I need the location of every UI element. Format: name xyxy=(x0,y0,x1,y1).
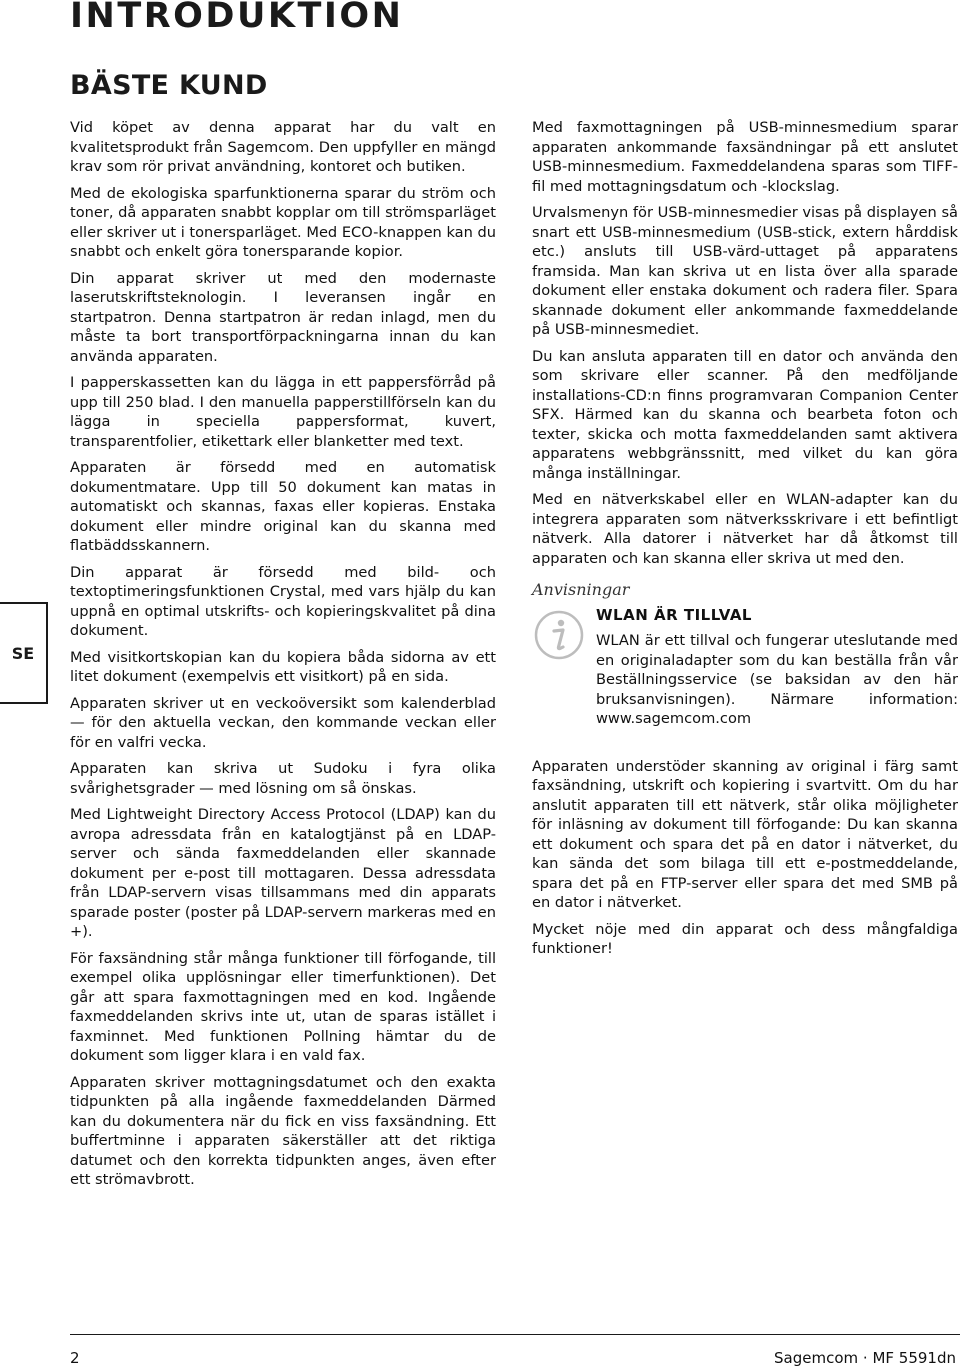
paragraph: Mycket nöje med din apparat och dess mångfaldiga funktioner! xyxy=(532,920,958,957)
paragraph: Med faxmottagningen på USB-minnesmedium sparar apparaten ankommande faxsändningar på ett anslutet USB-minnesmedium. Faxmeddelandena sparas som TIFF-fil med mottagningsdatum och -klockslag. xyxy=(532,119,958,195)
paragraph: I papperskassetten kan du lägga in ett pappersförråd på upp till 250 blad. I den manuella papperstillförseln kan du lägga in speciella pappersformat, kuvert, transparentfolier, etikettark eller blanketter med text. xyxy=(70,374,496,450)
page-number: 2 xyxy=(70,1349,80,1367)
right-text-column xyxy=(532,118,958,966)
paragraph: Med visitkortskopian kan du kopiera båda sidorna av ett litet dokument (exempelvis ett visitkort) på en sida. xyxy=(70,648,496,685)
paragraph: Apparaten kan skriva ut Sudoku i fyra olika svårighetsgrader — med lösning om så önskas. xyxy=(70,760,496,797)
paragraph: Vid köpet av denna apparat har du valt en kvalitetsprodukt från Sagemcom. Den uppfyller en mängd krav som rör privat användning, kontoret och butiken. xyxy=(70,119,496,175)
info-icon xyxy=(534,610,584,660)
note-title: WLAN ÄR TILLVAL xyxy=(596,605,752,624)
paragraph: Apparaten är försedd med en automatisk dokumentmatare. Upp till 50 dokument kan matas in automatiskt och skannas, faxas eller kopieras. Enstaka dokument eller mindre original kan du skanna med flatbäddsskannern. xyxy=(70,459,496,554)
paragraph: Med en nätverkskabel eller en WLAN-adapter kan du integrera apparaten som nätverksskrivare i ett befintligt nätverk. Alla datorer i nätverket har då åtkomst till apparaten och kan skanna eller skriva ut med den. xyxy=(532,491,958,567)
paragraph: Urvalsmenyn för USB-minnesmedier visas på displayen så snart ett USB-minnesmedium (USB-stick, extern hårddisk etc.) ansluts till USB-värd-uttaget på apparatens framsida. Man kan skriva ut en lista över alla sparade dokument eller enstaka dokument och radera filer. Spara skannade dokument eller ankommande faxmeddelande på USB-minnesmediet. xyxy=(532,204,958,338)
paragraph: Apparaten skriver mottagningsdatumet och den exakta tidpunkten på alla ingående faxmeddelanden Därmed kan du dokumentera när du fick en viss faxsändning. Ett buffertminne i apparaten säkerställer att det riktiga datumet och den korrekta tidpunkten anges, även efter ett strömavbrott. xyxy=(70,1073,496,1188)
note-box xyxy=(532,606,958,729)
section-title: BÄSTE KUND xyxy=(70,70,268,101)
note-text: WLAN är ett tillval och fungerar uteslutande med en originaladapter som du kan beställa från vår Beställningsservice (se baksidan av den här bruksanvisningen). Närmare information: www.sagemcom.com xyxy=(596,632,958,727)
page-header-title: INTRODUKTION xyxy=(70,0,404,36)
footer-divider xyxy=(70,1334,960,1335)
footer-brand: Sagemcom · MF 5591dn xyxy=(774,1349,956,1367)
paragraph: Din apparat är försedd med bild- och textoptimeringsfunktionen Crystal, med vars hjälp du kan uppnå en optimal utskrifts- och kopieringskvalitet på dina dokument. xyxy=(70,563,496,639)
paragraph: Din apparat skriver ut med den modernaste laserutskriftsteknologin. I leveransen ingår en startpatron. Denna startpatron är redan inlagd, men du måste ta bort transportförpackningarna innan du kan använda apparaten. xyxy=(70,269,496,365)
paragraph: Med Lightweight Directory Access Protocol (LDAP) kan du avropa adressdata från en katalogtjänst på en LDAP-server och sända faxmeddelanden eller skannade dokument per e-post till mottagaren. Dessa adressdata från LDAP-servern visas tillsammans med din apparats sparade poster (poster på LDAP-servern markeras med en +). xyxy=(70,806,496,940)
paragraph: Apparaten skriver ut en veckoöversikt som kalenderblad — för den aktuella veckan, den kommande veckan eller för en valfri vecka. xyxy=(70,694,496,751)
note-heading: Anvisningar xyxy=(532,580,630,599)
paragraph: Apparaten understöder skanning av original i färg samt faxsändning, utskrift och kopiering i svartvitt. Om du har anslutit apparaten till ett nätverk, står olika möjligheter för inläsning av dokument till förfogande: Du kan skanna ett dokument och spara det på en dator i nätverket, du kan sända det som bilaga till ett e-postmeddelande, spara det på en FTP-server eller spara det med SMB på en dator i nätverket. xyxy=(532,757,958,911)
paragraph: Du kan ansluta apparaten till en dator och använda den som skrivare eller scanner. På den medföljande installations-CD:n finns programvaran Companion Center SFX. Härmed kan du skanna och bearbeta foton och texter, skicka och motta faxmeddelanden samt aktivera apparatens webbgränssnitt, med vilket du kan göra många inställningar. xyxy=(532,347,958,482)
left-text-column xyxy=(70,118,496,1197)
paragraph: För faxsändning står många funktioner till förfogande, till exempel olika upplösningar eller timerfunktionen). Det går att spara faxmottagningen med en kod. Ingående faxmeddelanden skrivs inte ut, utan de sparas istället i faxminnet. Med funktionen Pollning hämtar du de dokument som ligger klara i en vald fax. xyxy=(70,949,496,1064)
paragraph: Med de ekologiska sparfunktionerna sparar du ström och toner, då apparaten snabbt kopplar om till strömsparläget eller skriver ut i tonersparläget. Med ECO-knappen kan du snabbt och enkelt göra tonersparande kopior. xyxy=(70,184,496,260)
language-tab: SE xyxy=(0,602,48,704)
